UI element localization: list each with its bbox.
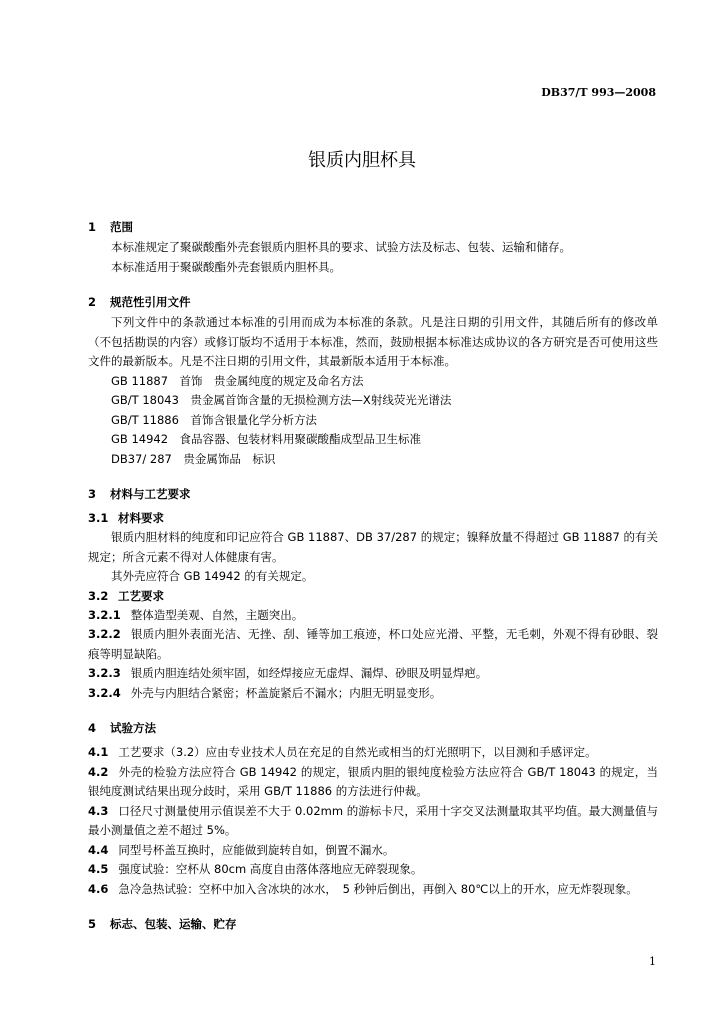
document-title: 银质内胆杯具 (308, 150, 416, 171)
section-1-heading (88, 216, 658, 238)
clause (88, 841, 658, 861)
clause-number: 4.2 (88, 764, 109, 779)
section-number: 3 (88, 487, 97, 501)
clause (88, 763, 658, 802)
clause (88, 743, 658, 763)
clause-text: 整体造型美观、自然，主题突出。 (130, 607, 304, 622)
reference-item: GB/T 18043 贵金属首饰含量的无损检测方法—X射线荧光光谱法 (111, 393, 452, 407)
clause-text: 银质内胆外表面光洁、无挫、刮、锤等加工痕迹，杯口处应光滑、平整，无毛刺，外观不得有砂眼、裂痕等明显缺陷。 (88, 627, 658, 661)
section-number: 2 (88, 295, 97, 309)
section-4-heading (88, 717, 658, 739)
clause-number: 3.2.3 (88, 666, 121, 680)
section-title: 标志、包装、运输、贮存 (110, 917, 237, 931)
subsection-title: 工艺要求 (118, 588, 164, 603)
clause-text: 工艺要求（3.2）应由专业技术人员在充足的自然光或相当的灯光照明下，以目测和手感评定。 (118, 745, 597, 759)
clause (88, 684, 658, 704)
standard-number: DB37/T 993—2008 (541, 86, 656, 99)
reference-item: GB 11887 首饰 贵金属纯度的规定及命名方法 (111, 373, 364, 388)
section-title: 材料与工艺要求 (110, 487, 191, 501)
subsection-title: 材料要求 (118, 511, 164, 525)
subsection-3-1-heading (88, 509, 658, 528)
clause (88, 860, 658, 880)
clause-text: 口径尺寸测量使用示值误差不大于 0.02mm 的游标卡尺，采用十字交叉法测量取其平均值。最大测量值与最小测量值之差不超过 5%。 (88, 803, 658, 837)
clause-text: 外壳的检验方法应符合 GB 14942 的规定，银质内胆的银纯度检验方法应符合 GB/T 18043 的规定，当银纯度测试结果出现分歧时，采用 GB/T 11886 的方法进行仲裁。 (88, 764, 658, 798)
section-2-heading (88, 291, 658, 313)
clause-number: 4.4 (88, 842, 109, 857)
paragraph: 下列文件中的条款通过本标准的引用而成为本标准的条款。凡是注日期的引用文件，其随后所有的修改单（不包括勘误的内容）或修订版均不适用于本标准，然而，鼓励根据本标准达成协议的各方研究是否可使用这些文件的最新版本。凡是不注日期的引用文件，其最新版本适用于本标准。 (88, 315, 658, 368)
paragraph: 银质内胆材料的纯度和印记应符合 GB 11887、DB 37/287 的规定；镍释放量不得超过 GB 11887 的有关规定；所含元素不得对人体健康有害。 (88, 530, 658, 564)
clause-number: 3.2.4 (88, 685, 121, 700)
clause-number: 4.3 (88, 803, 109, 818)
paragraph: 本标准规定了聚碳酸酯外壳套银质内胆杯具的要求、试验方法及标志、包装、运输和储存。 (111, 240, 571, 254)
section-title: 规范性引用文件 (110, 295, 191, 309)
section-number: 4 (88, 721, 97, 735)
section-3-heading (88, 483, 658, 505)
reference-item: DB37/ 287 贵金属饰品 标识 (111, 451, 276, 466)
section-number: 5 (88, 917, 97, 931)
reference-item: GB 14942 食品容器、包装材料用聚碳酸酯成型品卫生标准 (111, 432, 422, 446)
clause (88, 880, 658, 900)
paragraph: 本标准适用于聚碳酸酯外壳套银质内胆杯具。 (111, 259, 341, 274)
clause-number: 3.2.1 (88, 607, 121, 622)
section-title: 范围 (110, 220, 133, 234)
subsection-3-2-heading (88, 587, 658, 606)
clause (88, 625, 658, 664)
clause-number: 4.1 (88, 745, 109, 759)
clause-text: 外壳与内胆结合紧密；杯盖旋紧后不漏水；内胆无明显变形。 (130, 685, 442, 700)
section-5-heading (88, 913, 658, 935)
clause-text: 强度试验：空杯从 80cm 高度自由落体落地应无碎裂现象。 (118, 862, 423, 876)
document-body (88, 212, 658, 935)
clause (88, 606, 658, 626)
section-title: 试验方法 (110, 721, 156, 735)
clause-text: 同型号杯盖互换时，应能做到旋转自如，倒置不漏水。 (118, 842, 395, 857)
page-number: 1 (649, 955, 656, 968)
clause-text: 银质内胆连结处须牢固，如经焊接应无虚焊、漏焊、砂眼及明显焊疤。 (130, 666, 488, 680)
clause-number: 4.6 (88, 881, 109, 896)
clause-number: 4.5 (88, 862, 109, 876)
paragraph: 其外壳应符合 GB 14942 的有关规定。 (111, 569, 314, 583)
subsection-number: 3.2 (88, 588, 109, 603)
reference-item: GB/T 11886 首饰含银量化学分析方法 (111, 412, 317, 427)
clause (88, 802, 658, 841)
clause-number: 3.2.2 (88, 627, 121, 641)
section-number: 1 (88, 220, 97, 234)
clause-text: 急冷急热试验：空杯中加入含冰块的冰水， 5 秒钟后倒出，再倒入 80℃以上的开水，应无炸裂现象。 (118, 881, 638, 896)
clause (88, 664, 658, 684)
subsection-number: 3.1 (88, 511, 109, 525)
